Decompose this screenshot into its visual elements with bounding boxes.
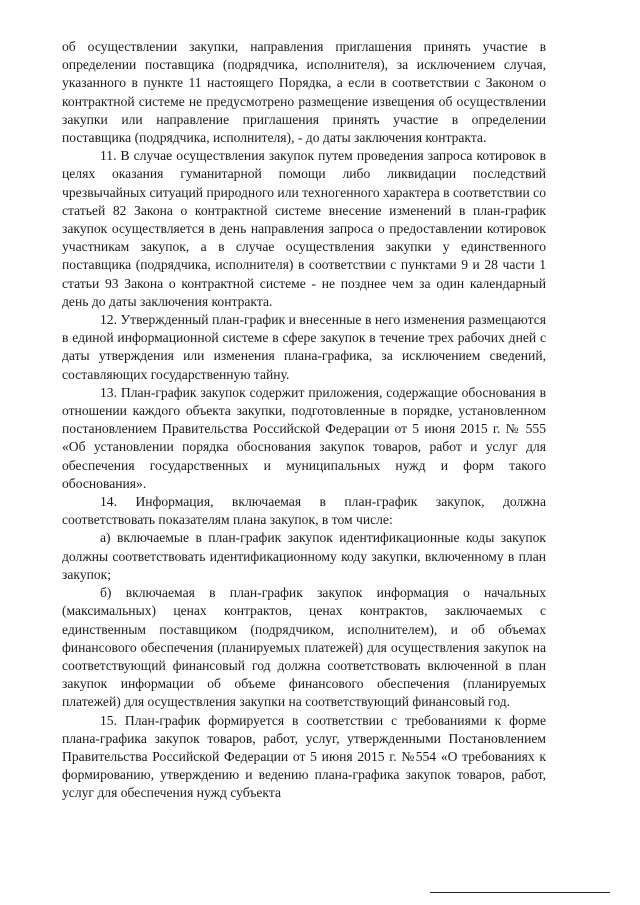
paragraph-continuation: об осуществлении закупки, направления приглашения принять участие в определении поставщика (подрядчика, исполнителя), за исключением случая, указанного в пункте 11 настоящего Порядка, а если в соответствии с Законом о контрактной системе не предусмотрено размещение извещения об осуществлении закупки или направление приглашения принять участие в определении поставщика (подрядчика, исполнителя), - до даты заключения контракта. [62, 39, 546, 146]
paragraph-item-14: 14. Информация, включаемая в план-график закупок, должна соответствовать показателям плана закупок, в том числе: [62, 494, 546, 528]
paragraph-item-14a: а) включаемые в план-график закупок идентификационные коды закупок должны соответствовать идентификационному коду закупки, включенному в план закупок; [62, 530, 546, 582]
footer-rule [430, 892, 610, 893]
paragraph-item-15: 15. План-график формируется в соответствии с требованиями к форме плана-графика закупок товаров, работ, услуг, утвержденными Постановлением Правительства Российской Федерации от 5 июня 2015 г. №554 «О требованиях к формированию, утверждению и ведению плана-графика закупок товаров, работ, услуг для обеспечения нужд субъекта [62, 712, 546, 801]
document-page [62, 38, 546, 803]
paragraph-item-11: 11. В случае осуществления закупок путем проведения запроса котировок в целях оказания гуманитарной помощи либо ликвидации последствий чрезвычайных ситуаций природного или техногенного характера в соответствии со статьей 82 Закона о контрактной системе внесение изменений в план-график закупок осуществляется в день направления запроса о предоставлении котировок участникам закупок, а в случае осуществления закупки у единственного поставщика (подрядчика, исполнителя) в соответствии с пунктами 9 и 28 части 1 статьи 93 Закона о контрактной системе - не позднее чем за один календарный день до даты заключения контракта. [62, 148, 546, 309]
paragraph-item-14b: б) включаемая в план-график закупок информация о начальных (максимальных) ценах контрактов, ценах контрактов, заключаемых с единственным поставщиком (подрядчиком, исполнителем), и об объемах финансового обеспечения (планируемых платежей) для осуществления закупок на соответствующий финансовый год должна соответствовать включенной в план закупок информации об объеме финансового обеспечения (планируемых платежей) для осуществления закупки на соответствующий финансовый год. [62, 585, 546, 710]
paragraph-item-13: 13. План-график закупок содержит приложения, содержащие обоснования в отношении каждого объекта закупки, подготовленные в порядке, установленном постановлением Правительства Российской Федерации от 5 июня 2015 г. № 555 «Об установлении порядка обоснования закупок товаров, работ и услуг для обеспечения государственных и муниципальных нужд и форм такого обоснования». [62, 384, 546, 491]
paragraph-item-12: 12. Утвержденный план-график и внесенные в него изменения размещаются в единой информационной системе в сфере закупок в течение трех рабочих дней с даты утверждения или изменения плана-графика, за исключением сведений, составляющих государственную тайну. [62, 312, 546, 382]
